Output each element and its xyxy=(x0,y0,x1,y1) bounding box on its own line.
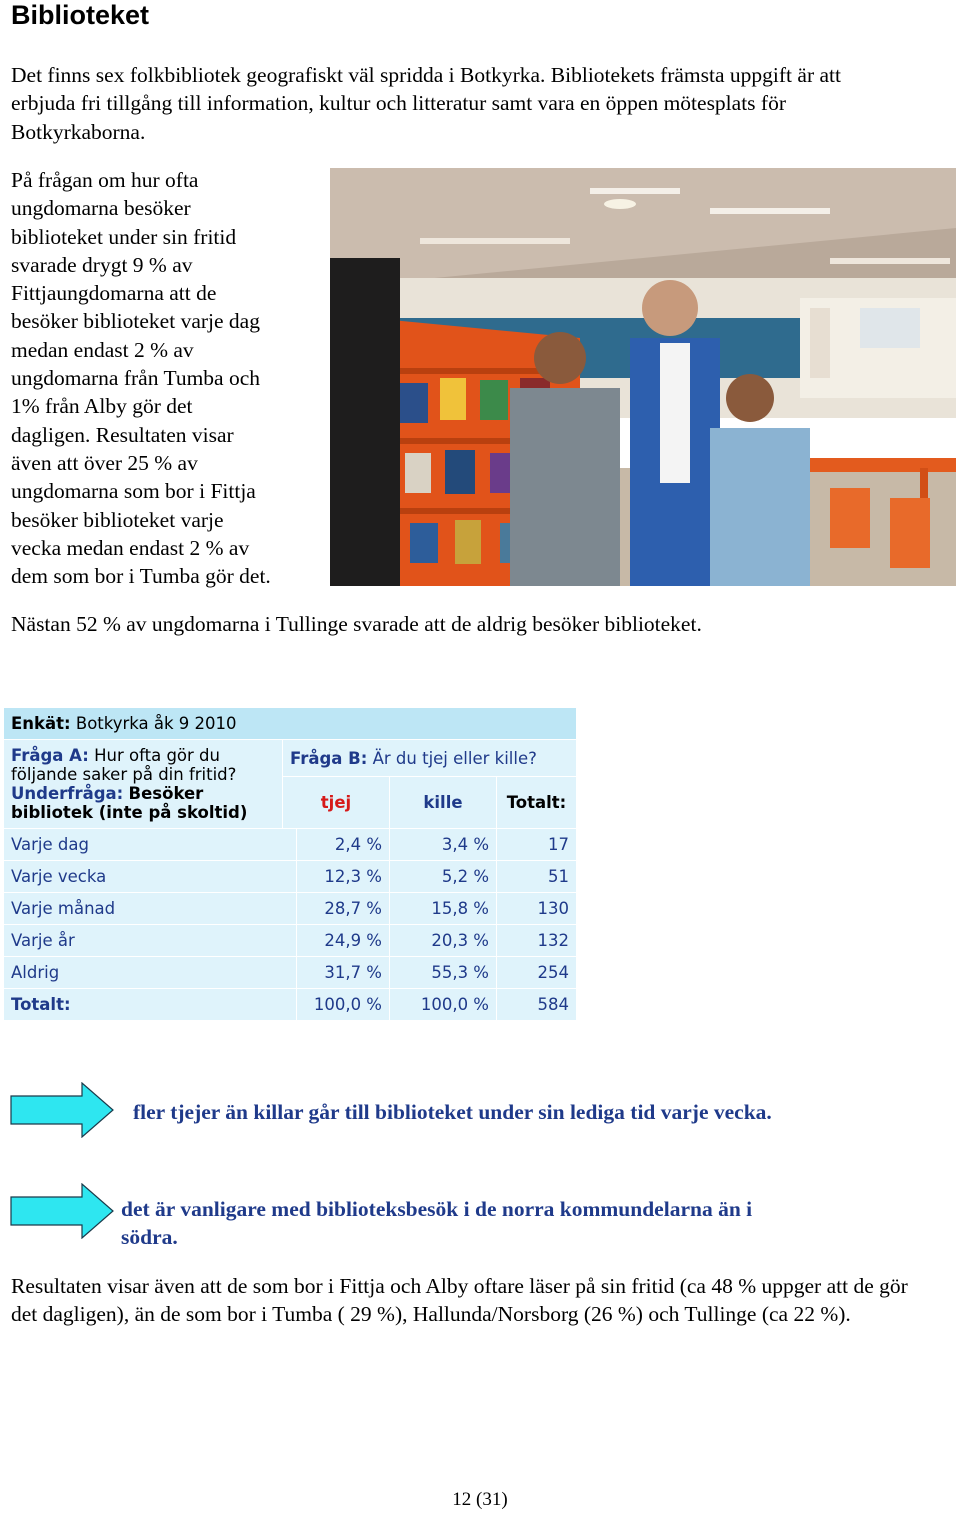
side-line: dagligen. Resultaten visar xyxy=(11,422,234,447)
row-label: Totalt: xyxy=(4,989,297,1021)
question-b-cell xyxy=(283,740,577,777)
arrow-right-icon xyxy=(10,1183,114,1239)
column-header-kille: kille xyxy=(390,777,497,829)
arrow-text-line: det är vanligare med biblioteksbesök i de norra kommundelarna än i xyxy=(121,1197,753,1221)
cell-tjej: 100,0 % xyxy=(297,989,390,1021)
question-b-text: Är du tjej eller kille? xyxy=(372,748,537,768)
cell-total: 132 xyxy=(497,925,577,957)
page-number: 12 (31) xyxy=(452,1489,508,1510)
table-row xyxy=(4,829,577,861)
table-row xyxy=(4,925,577,957)
cell-total: 584 xyxy=(497,989,577,1021)
cell-kille: 55,3 % xyxy=(390,957,497,989)
cell-kille: 15,8 % xyxy=(390,893,497,925)
column-header-total: Totalt: xyxy=(497,777,577,829)
side-line: På frågan om hur ofta xyxy=(11,168,199,192)
question-a-cell xyxy=(4,740,283,829)
survey-title-label: Enkät: xyxy=(11,714,71,733)
subquestion-text: bibliotek (inte på skoltid) xyxy=(11,803,248,822)
table-row-total xyxy=(4,989,577,1021)
cell-kille: 20,3 % xyxy=(390,925,497,957)
conclusion-paragraph: Resultaten visar även att de som bor i Fittja och Alby oftare läser på sin fritid (ca 48 % uppger att de gör det dagligen), än de som bor i Tumba ( 29 %), Hallunda/Norsborg (26 %) och Tullinge (ca 22 %). xyxy=(11,1274,908,1327)
row-label: Varje dag xyxy=(4,829,297,861)
side-line: biblioteket under sin fritid xyxy=(11,224,237,249)
row-label: Varje år xyxy=(4,925,297,957)
cell-total: 51 xyxy=(497,861,577,893)
survey-title-text: Botkyrka åk 9 2010 xyxy=(75,714,237,733)
cell-kille: 3,4 % xyxy=(390,829,497,861)
cell-tjej: 28,7 % xyxy=(297,893,390,925)
question-a-text: följande saker på din fritid? xyxy=(11,765,237,784)
side-line: även att över 25 % av xyxy=(11,450,198,475)
cell-total: 254 xyxy=(497,957,577,989)
side-line: Fittjaungdomarna att de xyxy=(11,281,217,306)
survey-table xyxy=(3,707,577,1021)
question-a-text: Hur ofta gör du xyxy=(94,746,220,765)
cell-tjej: 2,4 % xyxy=(297,829,390,861)
side-line: svarade drygt 9 % av xyxy=(11,252,193,277)
column-header-tjej: tjej xyxy=(283,777,390,829)
arrow-text-line: södra. xyxy=(121,1225,178,1250)
side-line: besöker biblioteket varje xyxy=(11,507,224,532)
cell-tjej: 31,7 % xyxy=(297,957,390,989)
survey-title xyxy=(4,708,577,740)
table-row xyxy=(4,861,577,893)
side-line: vecka medan endast 2 % av xyxy=(11,535,250,560)
cell-total: 130 xyxy=(497,893,577,925)
tullinge-paragraph: Nästan 52 % av ungdomarna i Tullinge svarade att de aldrig besöker biblioteket. xyxy=(11,612,702,636)
cell-kille: 100,0 % xyxy=(390,989,497,1021)
table-row xyxy=(4,893,577,925)
side-line: ungdomarna som bor i Fittja xyxy=(11,479,256,504)
row-label: Aldrig xyxy=(4,957,297,989)
side-paragraph xyxy=(11,166,329,590)
conclusion-arrow-text-2 xyxy=(121,1195,881,1252)
question-b-label: Fråga B: xyxy=(290,748,368,768)
subquestion-text: Besöker xyxy=(128,784,204,803)
library-photo xyxy=(330,168,956,586)
table-row xyxy=(4,957,577,989)
intro-paragraph: Det finns sex folkbibliotek geografiskt väl spridda i Botkyrka. Bibliotekets främsta uppgift är att erbjuda fri tillgång till information, kultur och litteratur samt vara en öppen mötesplats för Botkyrkaborna. xyxy=(11,63,841,144)
side-line: ungdomarna från Tumba och xyxy=(11,366,261,391)
cell-tjej: 24,9 % xyxy=(297,925,390,957)
side-line: ungdomarna besöker xyxy=(11,196,191,221)
side-line: medan endast 2 % av xyxy=(11,337,194,362)
cell-tjej: 12,3 % xyxy=(297,861,390,893)
cell-kille: 5,2 % xyxy=(390,861,497,893)
side-line: 1% från Alby gör det xyxy=(11,394,193,419)
page-title: Biblioteket xyxy=(11,0,150,30)
cell-total: 17 xyxy=(497,829,577,861)
subquestion-label: Underfråga: xyxy=(11,784,124,803)
row-label: Varje vecka xyxy=(4,861,297,893)
question-a-label: Fråga A: xyxy=(11,746,89,765)
side-line: dem som bor i Tumba gör det. xyxy=(11,564,271,589)
arrow-right-icon xyxy=(10,1082,114,1138)
row-label: Varje månad xyxy=(4,893,297,925)
side-line: besöker biblioteket varje dag xyxy=(11,309,260,334)
conclusion-arrow-text-1: fler tjejer än killar går till biblioteket under sin lediga tid varje vecka. xyxy=(133,1100,772,1124)
